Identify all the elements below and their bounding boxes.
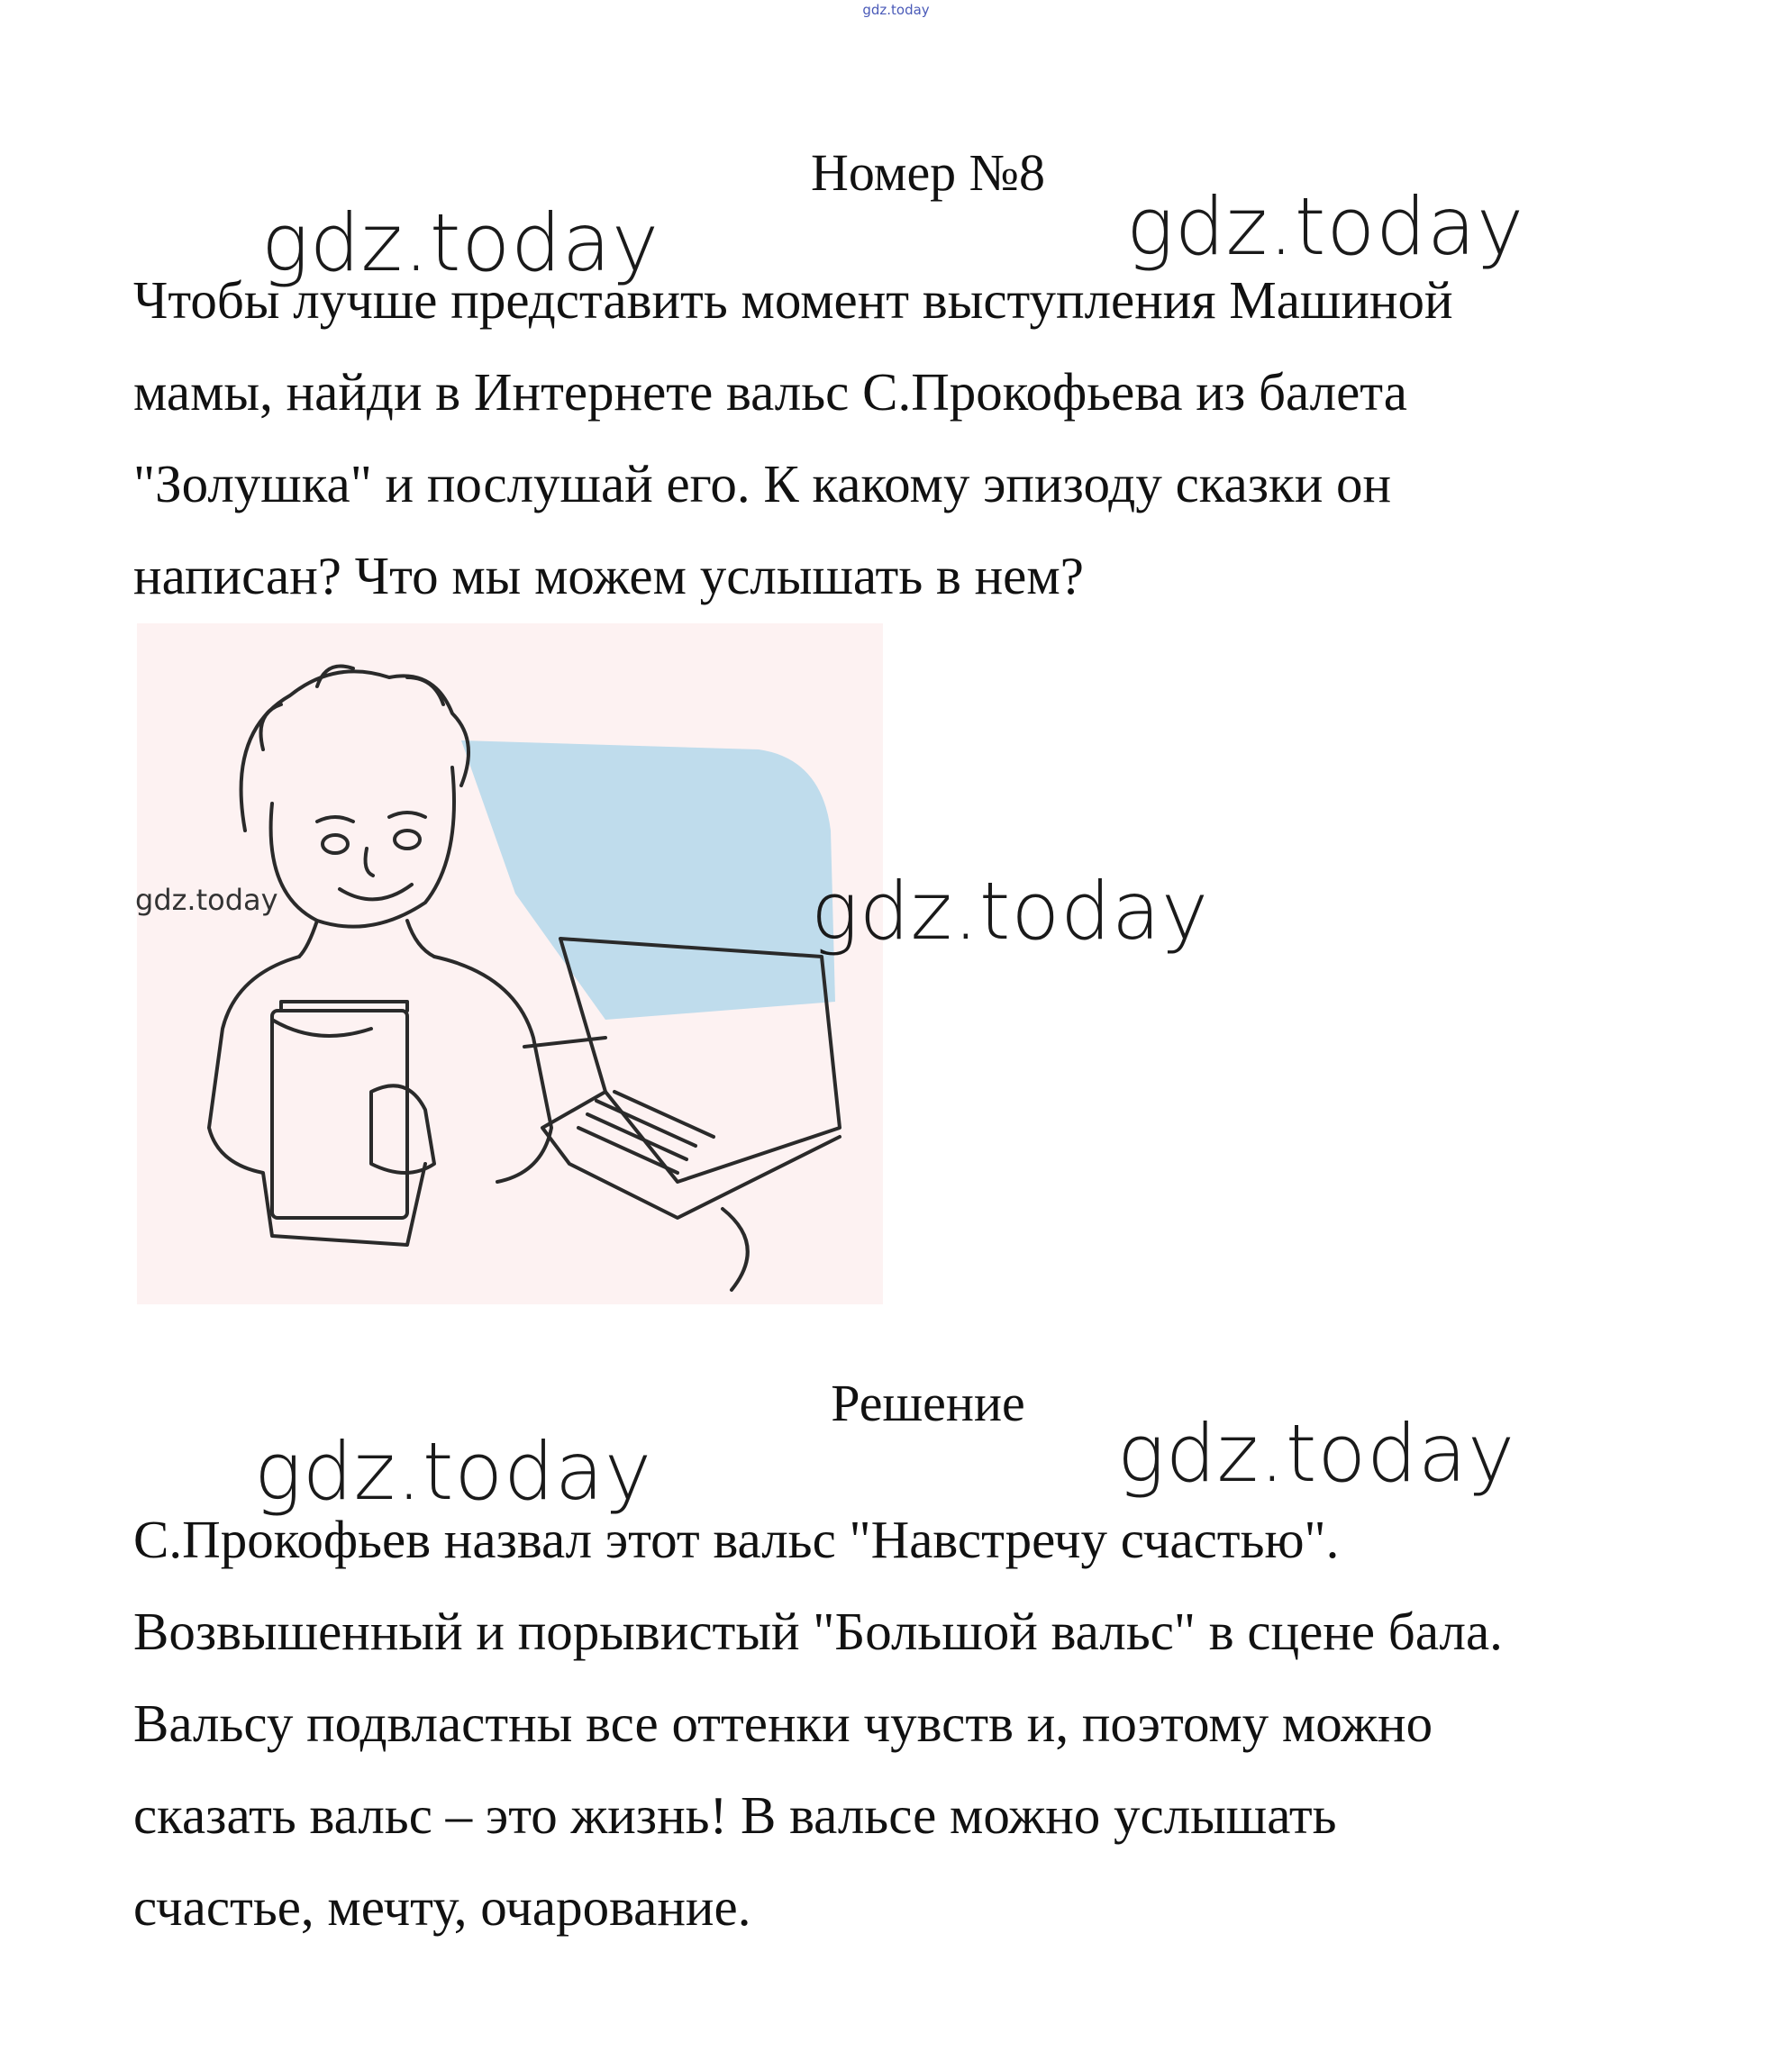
question-line: Чтобы лучше представить момент выступления Машиной (133, 270, 1453, 330)
watermark: gdz.today (135, 883, 278, 917)
question-line: мамы, найди в Интернете вальс С.Прокофьева из балета (133, 362, 1407, 422)
watermark: gdz.today (1117, 1407, 1516, 1500)
header-watermark: gdz.today (862, 2, 930, 18)
watermark: gdz.today (811, 865, 1210, 958)
answer-line: сказать вальс – это жизнь! В вальсе можно услышать (133, 1785, 1337, 1845)
solution-heading: Решение (831, 1374, 1025, 1432)
answer-line: Возвышенный и порывистый "Большой вальс" в сцене бала. (133, 1602, 1503, 1661)
question-line: написан? Что мы можем услышать в нем? (133, 546, 1084, 605)
answer-line: С.Прокофьев назвал этот вальс "Навстречу счастью". (133, 1510, 1340, 1569)
watermark: gdz.today (254, 1425, 653, 1518)
answer-line: счастье, мечту, очарование. (133, 1877, 751, 1937)
watermark: gdz.today (1126, 180, 1525, 273)
page-title: Номер №8 (810, 143, 1046, 202)
question-text (133, 254, 1755, 622)
question-line: "Золушка" и послушай его. К какому эпизоду сказки он (133, 454, 1392, 513)
watermark: gdz.today (261, 196, 660, 289)
answer-line: Вальсу подвластны все оттенки чувств и, поэтому можно (133, 1693, 1433, 1753)
answer-text (133, 1494, 1755, 1953)
boy-with-laptop-illustration (137, 623, 883, 1304)
